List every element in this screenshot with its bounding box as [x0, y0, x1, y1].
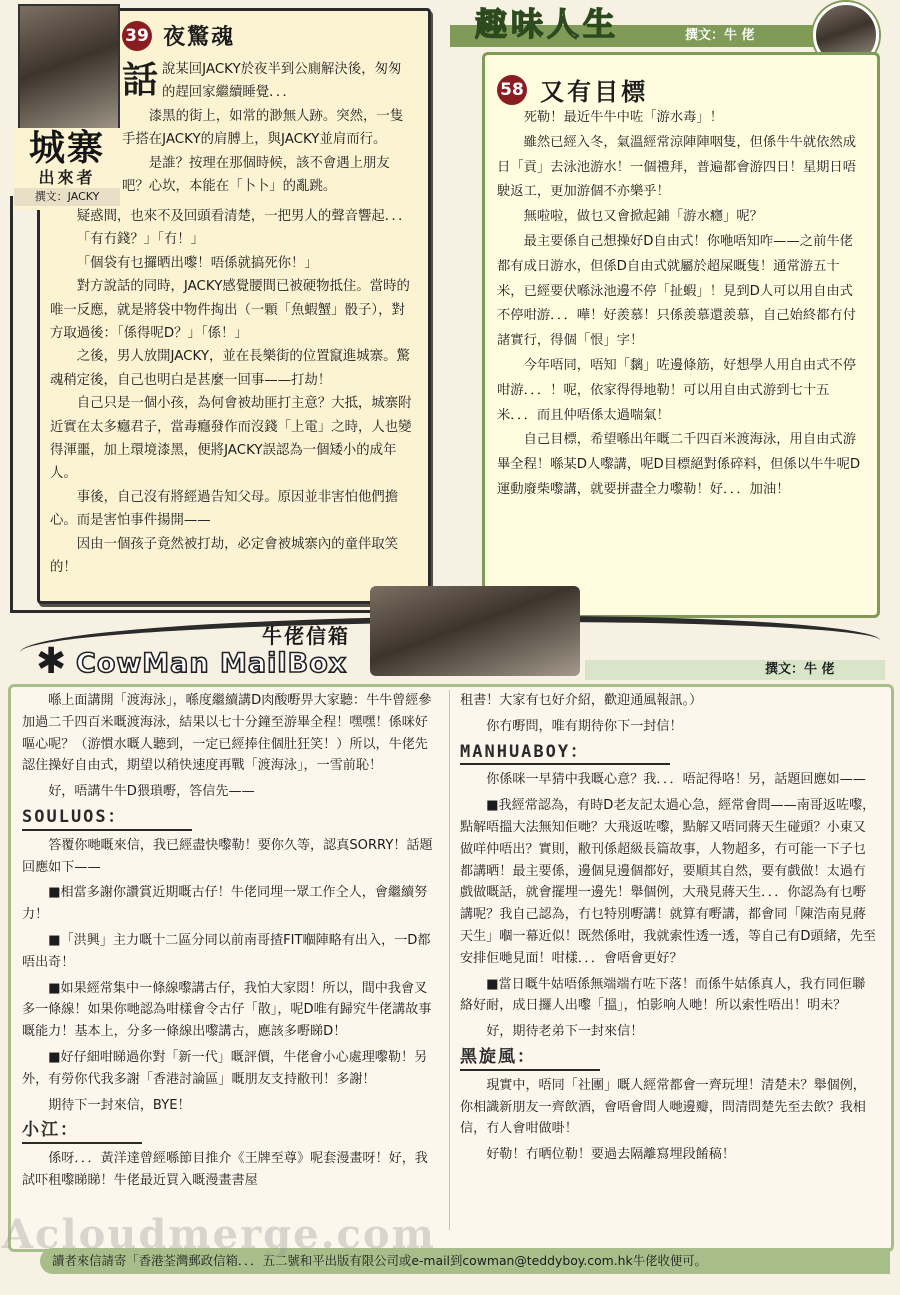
right-paragraph: 無啦啦，做乜又會掀起鋪「游水癮」呢？	[523, 209, 763, 225]
left-paragraph: 之後，男人放開JACKY，並在長樂街的位置竄進城寨。驚魂稍定後，自己也明白是甚麼一回事——打劫！	[50, 349, 410, 388]
letter-paragraph: 你係咪一早猜中我嘅心意？我．．．唔記得咯！另，話題回應如——	[486, 772, 866, 788]
letter-paragraph: 期待下一封來信，BYE！	[48, 1097, 191, 1113]
letter-paragraph: 現實中，唔同「社團」嘅人經常都會一齊玩埋！清楚未？舉個例，你相識新朋友一齊飲酒，會唔會問人哋邊瓣，問清問楚先至去飲？我相信，冇人會咁做啩！	[460, 1077, 866, 1137]
mailbox-title: CowMan MailBox	[76, 648, 348, 679]
right-paragraph: 最主要係自己想操好D自由式！你咃唔知咋——之前牛佬都有成日游水，但係D自由式就屬於超屎嘅隻！通常游五十米，已經要伏喺泳池邊不停「扯蝦」！見到D人可以用自由式不停咁游．．．嘩！好羨慕！只係羨慕還羨慕，自己始終都冇付諸實行，得個「恨」字！	[497, 233, 857, 349]
left-paragraph: 疑惑間，也來不及回頭看清楚，一把男人的聲音響起．．．	[76, 209, 412, 224]
intro-paragraph: 你冇嘢問，唯有期待你下一封信！	[486, 718, 683, 734]
letter-paragraph: 好，期待老弟下一封來信！	[486, 1024, 644, 1040]
right-paragraph: 死勒！最近牛牛中咗「游水毒」！	[523, 110, 724, 125]
left-section	[0, 0, 445, 620]
dropcap: 話	[122, 59, 159, 101]
letter-paragraph: 好勒！冇晒位勒！要過去隔離寫埋段餚稿！	[486, 1147, 735, 1163]
left-paragraph: 是誰？按理在那個時候，該不會遇上朋友吧？心坎，本能在「卜卜」的亂跳。	[122, 155, 390, 195]
brand-block	[14, 128, 120, 210]
brand-sub: 出來者	[38, 168, 96, 187]
mailbox-author-bar	[585, 660, 885, 680]
letter-paragraph: ■「洪興」主力嘅十二區分同以前南哥揸FIT嗰陣略有出入，一D都唔出奇！	[22, 932, 431, 970]
right-title-row	[497, 72, 827, 106]
left-body	[122, 58, 414, 105]
left-paragraph: 對方說話的同時，JACKY感覺腰間已被硬物抵住。當時的唯一反應，就是將袋中物件掏出（一顆「魚蝦蟹」骰子），對方取過後：「係得呢D？」「係！」	[50, 279, 410, 342]
left-paragraph: 因由一個孩子竟然被打劫，必定會被城寨內的童伴取笑的！	[50, 536, 399, 576]
right-paragraph: 雖然已經入冬，氣溫經常涼陣陣咽隻，但係牛牛就依然成日「貢」去泳池游水！一個禮拜，普遍都會游四日！星期日唔駛返工，更加游個不亦樂乎！	[497, 134, 857, 200]
mailbox-header	[0, 586, 900, 686]
left-body-main	[122, 105, 414, 199]
left-paragraph: 自己只是一個小孩，為何會被劫匪打主意？大抵，城寨附近實在太多癮君子，當毒癮發作而沒錢「上電」之時，人也變得渾噩，加上環境漆黑，便將JACKY誤認為一個矮小的成年人。	[50, 396, 412, 482]
left-first-line: 說某回JACKY於夜半到公廁解決後	[162, 62, 362, 77]
left-body-wide	[50, 205, 414, 580]
right-body	[497, 106, 863, 503]
letter-paragraph: ■我經常認為，有時D老友記太過心急，經常會問——南哥返咗嚟，點解唔搵大法無知佢哋？大飛返咗嚟，點解又唔同蔣天生碰頭？小東又做咩仲唔出？實則，敝刊係超級長篇故事，人物超多，冇可能一下子乜都講晒！最主要係，邊個見邊個都好，要順其自然，要有戲做！太過冇戲做嘅話，就會擺埋一邊先！舉個例，大飛見蔣天生．．．你認為有乜嘢講呢？我自己認為，冇乜特別嘢講！就算有嘢講，都會同「陳浩南見蔣天生」嗰一幕近似！既然係咁，我就索性透一透，等自己有D頭緒，先至安排佢哋見面！咁樣．．．會唔會更好？	[460, 798, 876, 966]
brand-name: 城寨	[28, 127, 105, 169]
letter-paragraph: ■當日嘅牛姑唔係無端端冇咗下落！而係牛姑係真人，我冇同佢聯絡好耐，成日攞人出嚟「搵」，怕影响人哋！所以索性唔出！明未？	[460, 976, 866, 1014]
right-paragraph: 今年唔同，唔知「黐」咗邊條筋，好想學人用自由式不停咁游．．．！呢，依家得得地勒！可以用自由式游到七十五米．．．而且仲唔係太過喘氣！	[497, 357, 857, 423]
intro-paragraph: 好，唔講牛牛D猥瑣嘢，答信先——	[48, 784, 255, 800]
left-paragraph: 事後，自己沒有將經過告知父母。原因並非害怕他們擔心。而是害怕事件揚開——	[50, 489, 399, 529]
article-number-58: 58	[497, 75, 527, 105]
mailbox-chinese-title: 牛佬信箱	[262, 624, 350, 648]
left-paragraph: 漆黑的街上，如常的渺無人跡。突然，一隻手搭在JACKY的肩膊上，與JACKY並肩而行。	[122, 109, 404, 148]
letter-handle-manhuaboy: MANHUABOY：	[460, 742, 670, 766]
footer-text: 讀者來信請寄「香港荃灣郵政信箱．．．五二號和平出版有限公司或e-mail到cowman@teddyboy.com.hk牛佬收便可。	[52, 1253, 708, 1268]
watermark-logo: Acloudmerge.com	[2, 1211, 436, 1258]
right-paragraph: 自己目標，希望喺出年嘅二千四百米渡海泳，用自由式游畢全程！喺某D人嚟講，呢D目標絕對係碎料，但係以牛牛呢D運動廢柴嚟講，就要拼盡全力嚟勒！好．．．加油！	[497, 432, 861, 497]
left-paragraph: 「個袋有乜攞晒出嚟！唔係就搞死你！」	[76, 255, 318, 271]
right-header: 趣味人生	[475, 5, 620, 43]
mailbox-photo	[370, 586, 580, 676]
left-first-para	[122, 58, 414, 105]
mailbox-divider	[449, 690, 450, 1230]
asterisk-icon: ✱	[36, 641, 67, 682]
mailbox-author: 撰文：牛 佬	[765, 662, 835, 677]
right-title: 又有目標	[540, 78, 649, 106]
letter-paragraph: ■如果經常集中一條線嚟講古仔，我怕大家悶！所以，間中我會叉多一條線！如果你哋認為咁樣會令古仔「散」，呢D唯有歸究牛佬講故事嘅能力！基本上，分多一條線出嚟講古，應該多嘢睇D！	[22, 980, 432, 1040]
article-number-39: 39	[122, 21, 152, 51]
letter-handle-xiaojiang: 小江：	[22, 1120, 142, 1144]
left-title-row	[122, 20, 422, 54]
left-author: 撰文：JACKY	[14, 188, 120, 206]
intro-paragraph: 喺上面講開「渡海泳」，喺度繼續講D肉酸嘢畀大家聽：牛牛曾經參加過二千四百米嘅渡海泳，結果以七十分鐘至游畢全程！嘿嘿！係咪好嘔心呢？（游慣水嘅人聽到，一定已經捧住個肚狂笑！）所以，牛佬先認住操好自由式，期望以稍快速度再戰「渡海泳」，一雪前恥！	[22, 693, 432, 774]
intro-paragraph: 租書！大家有乜好介紹，歡迎通風報訊。）	[460, 693, 703, 708]
left-paragraph: 「有冇錢？」「冇！」	[76, 232, 205, 248]
letter-paragraph: ■好仔細咁睇過你對「新一代」嘅評價，牛佬會小心處理嚟勒！另外，有勞你代我多謝「香港討論區」嘅朋友支持敝刊！多謝！	[22, 1049, 428, 1087]
mailbox-left-column	[22, 690, 440, 1196]
letter-handle-souluos: SOULUOS：	[22, 807, 192, 831]
right-section	[445, 0, 900, 640]
author-photo	[18, 4, 120, 136]
letter-paragraph: 係呀．．．黃洋達曾經喺節目推介《王牌至尊》呢套漫畫呀！好，我試吓租嚟睇睇！牛佬最近買入嘅漫畫書屋	[22, 1151, 428, 1188]
left-title: 夜驚魂	[163, 25, 236, 50]
right-author: 撰文：牛 佬	[685, 28, 755, 43]
mailbox-right-column	[460, 690, 876, 1170]
letter-paragraph: ■相當多謝你讚賞近期嘅古仔！牛佬同埋一眾工作仝人，會繼續努力！	[22, 885, 428, 923]
letter-paragraph: 答覆你哋嘅來信，我已經盡快嚟勒！要你久等，認真SORRY！話題回應如下——	[22, 837, 433, 875]
left-paragraph: ，匆匆的趕回家繼續睡覺．．．	[162, 62, 402, 101]
letter-handle-heixuanfeng: 黑旋風：	[460, 1047, 600, 1071]
